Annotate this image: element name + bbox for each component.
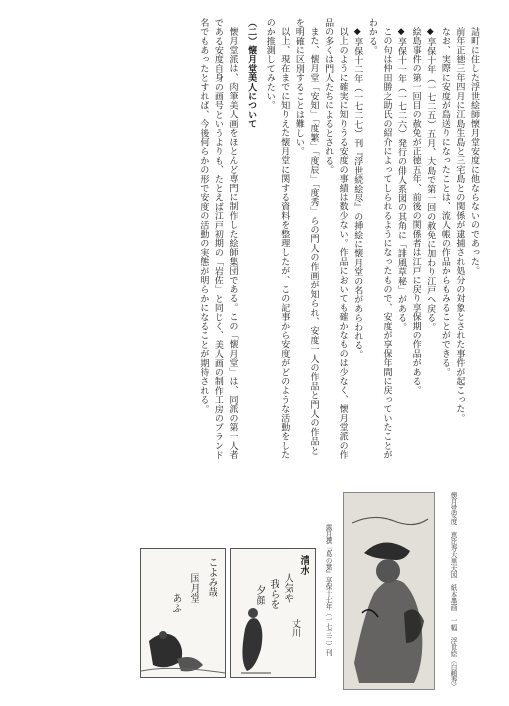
paragraph: ◆享保十年（一七二五）五月、大島で第一回の赦免に加わり江戸へ戻る。 (425, 27, 436, 332)
paragraph: また、懐月堂「安知」「度繁」「度辰」「度秀」らの門人の作画が知られ、安度一人の作品と門人の作品とを明確に区別することは難しい。 (293, 18, 319, 456)
paragraph: 前年正徳三年四月に江島生島と三宅島との関係が逮捕され処分の対象とされた事件が起こった。 (454, 27, 465, 423)
paragraph: 絵島事件の第一回目の赦免が正徳五年、前後の関係者は江戸に戻り享保期の作品がある。 (410, 27, 421, 395)
card-verse-line: あふ (170, 593, 181, 613)
paragraph: ◆享保十一年（一七二六）発行の俳人系図の其角に「誹風草秘」がある。 (396, 27, 407, 332)
card-verse-line: 夕顔 (254, 585, 265, 605)
painting-caption: 懐月堂安度 恵比寿大黒天図 紙本墨画 一幅 浮世絵（白鶴寿） (449, 492, 457, 690)
card-figure-left (140, 548, 226, 678)
card-title: 清水 (298, 555, 309, 575)
card-verse-line: 我らを (268, 579, 279, 609)
card-verse-line: 国月堂 (188, 573, 199, 603)
paragraph: 懐月堂派は、肉筆美人画をほとんど専門に制作した絵師集団である。この「懐月堂」は、同派の第一人者である安度自身の画号というよりも、たとえば江戸初期の「岩佐」と同じく、美人画の制作工房のブランド名でもあったとすれば、今後何らかの形で安度の活動の実態が明らかになることが期待される。 (198, 18, 238, 460)
paragraph: なお、実際に安度が島送りになったことは、流人帳の作品からもみることができる。 (439, 27, 450, 377)
cards-caption: 露月撰『葛の葉』享保十七年（一七三二）刊 (324, 524, 332, 656)
article-body (36, 18, 481, 463)
card-figure-right (230, 548, 316, 678)
section-heading: （二）懐月堂美人について (246, 18, 257, 129)
paragraph: 以上、現在までに知りえた懐月堂に関する資料を整理したが、この記事から安度がどのような活動をしたのか推測してみたい。 (264, 18, 290, 460)
card-verse-line: 人気や (282, 573, 293, 603)
paragraph: ◆享保十二年（一七二七）刊『浮世続絵尽』の挿絵に懐月堂の名があらわれる。 (352, 27, 363, 360)
paragraph: 詰町に住した浮世絵師懐月堂安度に他ならないのであった。 (469, 27, 479, 276)
painting-image (344, 493, 434, 689)
paragraph: 以上のように確実に知りうる安度の事績は数少ない。作品においても確かなものは少なく、懐月堂派の作品の多くは門人たちによるとされる。 (323, 18, 348, 460)
card-signature: 丈川 (290, 619, 300, 637)
painting-figure (343, 492, 435, 690)
card-verse-line: こよみ哉 (206, 557, 217, 597)
paragraph: この句は仲田勝之助氏の紹介によってしられるようになったもので、安度が享保年間に戻っていたことがわかる。 (366, 18, 392, 460)
